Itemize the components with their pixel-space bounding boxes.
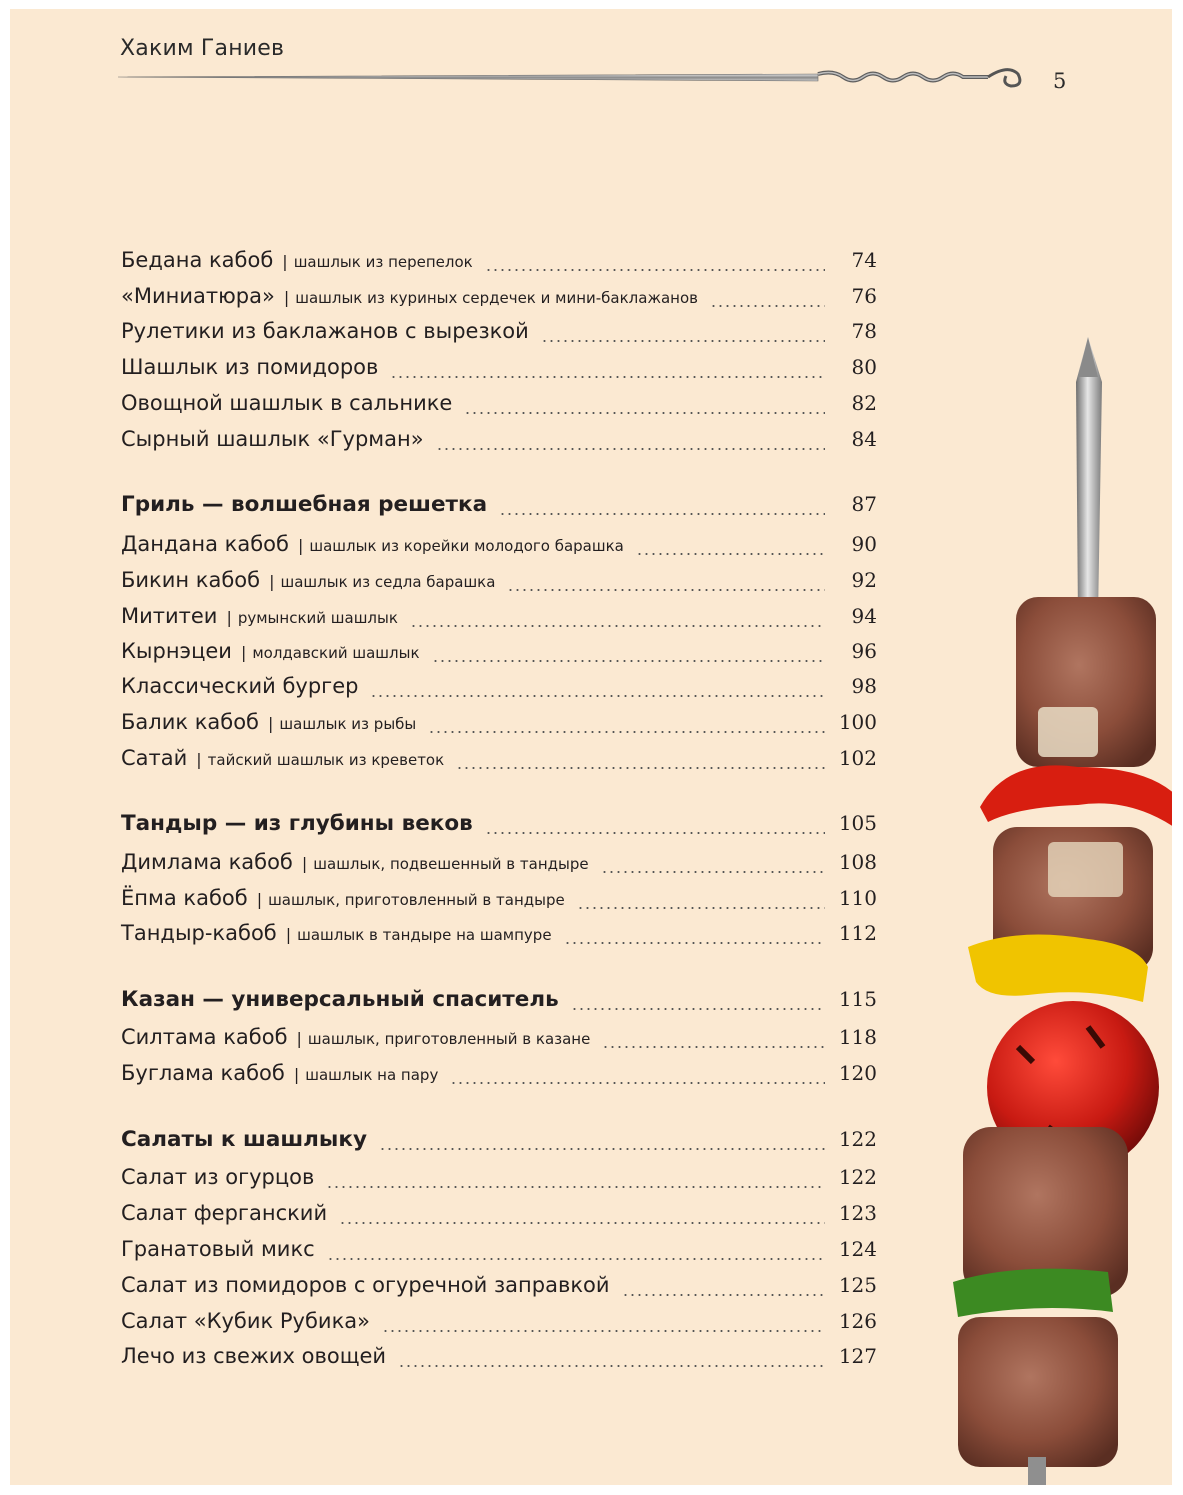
toc-section-row xyxy=(121,1127,877,1159)
toc-dot-leader xyxy=(602,1045,825,1049)
toc-page-number: 115 xyxy=(838,987,877,1011)
toc-entry-row xyxy=(121,674,877,706)
toc-page-number: 112 xyxy=(838,921,877,945)
toc-entry-row xyxy=(121,1344,877,1376)
toc-page-number: 87 xyxy=(851,492,877,516)
toc-dot-leader xyxy=(327,1257,825,1261)
toc-dot-leader xyxy=(571,1007,825,1011)
toc-dot-leader xyxy=(339,1221,825,1225)
toc-entry-subtitle: шашлык, приготовленный в тандыре xyxy=(268,891,565,909)
toc-entry-row xyxy=(121,1273,877,1305)
toc-separator: | xyxy=(293,1065,300,1084)
toc-dot-leader xyxy=(499,512,825,516)
toc-page-number: 105 xyxy=(838,811,877,835)
skewer-illustration xyxy=(118,64,1038,94)
toc-dot-leader xyxy=(428,730,825,734)
toc-entry-subtitle: шашлык на пару xyxy=(305,1066,439,1084)
toc-page-number: 125 xyxy=(838,1273,877,1297)
toc-entry-title: Силтама кабоб xyxy=(121,1025,288,1049)
toc-page-number: 74 xyxy=(851,248,877,272)
toc-entry-title: Бикин кабоб xyxy=(121,568,261,592)
toc-entry-row xyxy=(121,355,877,387)
toc-separator: | xyxy=(282,252,288,271)
toc-entry-title: Салат «Кубик Рубика» xyxy=(121,1309,370,1333)
toc-section-title: Казан — универсальный спаситель xyxy=(121,987,559,1012)
toc-entry-title: «Миниатюра» xyxy=(121,284,275,308)
toc-entry-row xyxy=(121,427,877,459)
toc-separator: | xyxy=(296,1029,302,1048)
kebab-illustration xyxy=(938,327,1172,1485)
toc-section-row xyxy=(121,987,877,1019)
toc-separator: | xyxy=(283,288,290,307)
toc-entry-subtitle: молдавский шашлык xyxy=(252,644,420,662)
toc-entry-subtitle: шашлык из рыбы xyxy=(279,715,417,733)
toc-page-number: 124 xyxy=(838,1237,877,1261)
toc-entry-title: Дандана кабоб xyxy=(121,532,289,556)
toc-page-number: 122 xyxy=(838,1127,877,1151)
toc-page-number: 90 xyxy=(851,532,877,556)
toc-entry-subtitle: шашлык из перепелок xyxy=(293,253,473,271)
toc-dot-leader xyxy=(436,447,825,451)
toc-dot-leader xyxy=(370,694,825,698)
toc-entry-title: Сатай xyxy=(121,746,188,770)
toc-separator: | xyxy=(301,854,308,873)
book-page xyxy=(10,9,1172,1485)
toc-dot-leader xyxy=(541,339,825,343)
toc-entry-title: Рулетики из баклажанов с вырезкой xyxy=(121,319,529,343)
toc-entry-row xyxy=(121,1025,877,1057)
toc-entry-subtitle: шашлык в тандыре на шампуре xyxy=(297,926,552,944)
toc-section-row xyxy=(121,492,877,524)
toc-page-number: 110 xyxy=(838,886,877,910)
toc-entry-title: Шашлык из помидоров xyxy=(121,355,379,379)
toc-entry-title: Салат ферганский xyxy=(121,1201,328,1225)
toc-page-number: 127 xyxy=(838,1344,877,1368)
toc-entry-title: Тандыр-кабоб xyxy=(121,921,277,945)
toc-entry-title: Кырнэцеи xyxy=(121,639,232,663)
toc-section-row xyxy=(121,811,877,843)
toc-dot-leader xyxy=(464,411,825,415)
toc-separator: | xyxy=(196,750,202,769)
toc-separator: | xyxy=(226,608,232,627)
toc-separator: | xyxy=(256,890,263,909)
toc-page-number: 102 xyxy=(838,746,877,770)
toc-entry-title: Буглама кабоб xyxy=(121,1061,285,1085)
toc-section-title: Гриль — волшебная решетка xyxy=(121,492,488,517)
author-name: Хаким Ганиев xyxy=(120,36,285,61)
toc-page-number: 80 xyxy=(851,355,877,379)
toc-page-number: 92 xyxy=(851,568,877,592)
toc-dot-leader xyxy=(577,906,825,910)
toc-entry-row xyxy=(121,1309,877,1341)
toc-dot-leader xyxy=(379,1147,825,1151)
toc-entry-row xyxy=(121,1061,877,1093)
toc-dot-leader xyxy=(326,1185,825,1189)
toc-separator: | xyxy=(268,714,274,733)
toc-section-title: Салаты к шашлыку xyxy=(121,1127,367,1152)
toc-entry-title: Салат из помидоров с огуречной заправкой xyxy=(121,1273,610,1297)
toc-entry-row xyxy=(121,568,877,600)
toc-entry-row xyxy=(121,746,877,778)
toc-page-number: 96 xyxy=(851,639,877,663)
toc-dot-leader xyxy=(507,588,825,592)
toc-page-number: 94 xyxy=(851,604,877,628)
toc-page-number: 82 xyxy=(851,391,877,415)
toc-entry-row xyxy=(121,710,877,742)
toc-entry-subtitle: шашлык из куриных сердечек и мини-баклажанов xyxy=(295,289,698,307)
toc-entry-title: Балик кабоб xyxy=(121,710,260,734)
toc-entry-row xyxy=(121,886,877,918)
toc-separator: | xyxy=(285,925,292,944)
toc-dot-leader xyxy=(382,1329,825,1333)
toc-entry-title: Бедана кабоб xyxy=(121,248,274,272)
toc-entry-title: Гранатовый микс xyxy=(121,1237,315,1261)
toc-entry-subtitle: тайский шашлык из креветок xyxy=(207,751,445,769)
toc-dot-leader xyxy=(390,375,825,379)
toc-entry-title: Мититеи xyxy=(121,604,218,628)
toc-entry-title: Ёпма кабоб xyxy=(121,886,248,910)
toc-page-number: 108 xyxy=(838,850,877,874)
toc-page-number: 98 xyxy=(851,674,877,698)
toc-entry-row xyxy=(121,639,877,671)
toc-dot-leader xyxy=(564,941,825,945)
toc-dot-leader xyxy=(410,624,825,628)
toc-entry-row xyxy=(121,391,877,423)
toc-entry-title: Классический бургер xyxy=(121,674,359,698)
toc-entry-row xyxy=(121,921,877,953)
toc-entry-subtitle: шашлык, приготовленный в казане xyxy=(307,1030,591,1048)
toc-entry-subtitle: шашлык из корейки молодого барашка xyxy=(309,537,624,555)
toc-dot-leader xyxy=(601,870,825,874)
toc-section-title: Тандыр — из глубины веков xyxy=(121,811,473,836)
toc-entry-title: Овощной шашлык в сальнике xyxy=(121,391,453,415)
toc-page-number: 126 xyxy=(838,1309,877,1333)
toc-entry-row xyxy=(121,1165,877,1197)
toc-separator: | xyxy=(269,572,275,591)
toc-dot-leader xyxy=(485,268,825,272)
toc-dot-leader xyxy=(622,1293,826,1297)
toc-dot-leader xyxy=(710,304,825,308)
page-number: 5 xyxy=(1053,69,1067,93)
toc-page-number: 84 xyxy=(851,427,877,451)
toc-entry-title: Салат из огурцов xyxy=(121,1165,315,1189)
toc-page-number: 122 xyxy=(838,1165,877,1189)
toc-entry-row xyxy=(121,1237,877,1269)
toc-dot-leader xyxy=(456,766,825,770)
toc-entry-row xyxy=(121,604,877,636)
toc-entry-row xyxy=(121,319,877,351)
toc-entry-title: Сырный шашлык «Гурман» xyxy=(121,427,424,451)
toc-entry-row xyxy=(121,1201,877,1233)
toc-entry-row xyxy=(121,248,877,280)
toc-entry-subtitle: румынский шашлык xyxy=(237,609,398,627)
toc-separator: | xyxy=(240,643,247,662)
toc-page-number: 100 xyxy=(838,710,877,734)
toc-entry-row xyxy=(121,850,877,882)
toc-dot-leader xyxy=(636,552,825,556)
toc-page-number: 118 xyxy=(838,1025,877,1049)
toc-entry-subtitle: шашлык из седла барашка xyxy=(280,573,496,591)
toc-entry-row xyxy=(121,284,877,316)
toc-page-number: 120 xyxy=(838,1061,877,1085)
toc-entry-title: Димлама кабоб xyxy=(121,850,293,874)
toc-dot-leader xyxy=(450,1081,825,1085)
toc-dot-leader xyxy=(432,659,825,663)
toc-dot-leader xyxy=(485,831,825,835)
toc-entry-subtitle: шашлык, подвешенный в тандыре xyxy=(313,855,589,873)
toc-entry-row xyxy=(121,532,877,564)
toc-dot-leader xyxy=(398,1364,825,1368)
toc-page-number: 76 xyxy=(851,284,877,308)
toc-separator: | xyxy=(297,536,304,555)
toc-entry-title: Лечо из свежих овощей xyxy=(121,1344,387,1368)
toc-page-number: 78 xyxy=(851,319,877,343)
toc-page-number: 123 xyxy=(838,1201,877,1225)
